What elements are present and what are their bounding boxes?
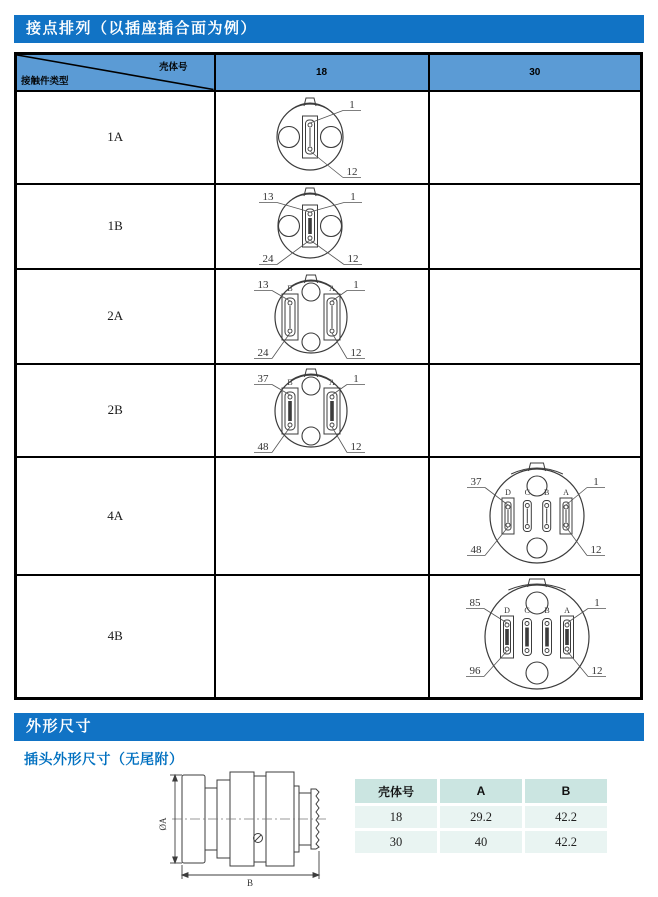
corner-shell-number-label: 壳体号 [158, 62, 188, 73]
svg-text:1: 1 [593, 475, 599, 488]
svg-text:C: C [524, 606, 530, 616]
diagram-cell-1A-18 [215, 91, 429, 184]
corner-contact-type-label: 接触件类型 [21, 75, 69, 87]
svg-text:A: A [562, 487, 569, 497]
plug-outline-drawing [158, 762, 338, 895]
contact-type-4B: 4B [16, 575, 215, 699]
diagram-cell-1A-30 [429, 91, 642, 184]
dim-label-diameter-A: ØA [158, 817, 168, 831]
svg-text:12: 12 [347, 252, 359, 265]
svg-text:A: A [563, 606, 570, 616]
dim-cell: 40 [440, 831, 522, 853]
svg-text:12: 12 [350, 440, 362, 453]
svg-text:B: B [543, 487, 550, 497]
connector-face-4B [430, 576, 640, 696]
svg-text:1: 1 [353, 278, 359, 291]
diagram-cell-2B-18 [215, 364, 429, 457]
svg-text:B: B [544, 606, 550, 616]
dim-cell: 42.2 [525, 831, 607, 853]
dim-header-b: B [525, 779, 607, 803]
dimension-table [352, 776, 610, 856]
connector-face-1A [216, 93, 427, 182]
svg-text:12: 12 [591, 665, 603, 678]
diagram-cell-4A-18 [215, 457, 429, 575]
dim-label-B: B [246, 878, 254, 888]
svg-text:D: D [504, 487, 511, 497]
matrix-corner-cell [16, 54, 215, 91]
svg-text:1: 1 [594, 597, 600, 610]
dim-cell: 18 [355, 806, 437, 828]
svg-text:D: D [503, 606, 510, 616]
diagram-cell-4A-30 [429, 457, 642, 575]
outline-dimensions-banner: 外形尺寸 [14, 713, 644, 741]
contact-arrangement-banner: 接点排列（以插座插合面为例） [14, 15, 644, 43]
contact-arrangement-table [14, 52, 643, 700]
svg-text:12: 12 [590, 543, 602, 556]
contact-type-2B: 2B [16, 364, 215, 457]
svg-text:37: 37 [470, 475, 482, 488]
dim-header-a: A [440, 779, 522, 803]
connector-face-2B [216, 366, 427, 455]
svg-text:48: 48 [470, 543, 482, 556]
svg-text:48: 48 [257, 440, 269, 453]
svg-text:A: A [329, 377, 335, 387]
svg-text:12: 12 [346, 165, 358, 178]
svg-text:13: 13 [262, 190, 274, 203]
svg-text:C: C [524, 487, 530, 497]
contact-type-1B: 1B [16, 184, 215, 269]
svg-text:24: 24 [257, 346, 269, 359]
svg-text:1: 1 [349, 98, 355, 111]
dim-header-shell: 壳体号 [355, 779, 437, 803]
svg-text:B: B [287, 283, 293, 293]
diagram-cell-1B-18 [215, 184, 429, 269]
column-header-30: 30 [429, 54, 642, 91]
connector-face-1B [216, 186, 427, 267]
diagram-cell-4B-18 [215, 575, 429, 699]
diagram-cell-4B-30 [429, 575, 642, 699]
contact-type-1A: 1A [16, 91, 215, 184]
diagram-cell-1B-30 [429, 184, 642, 269]
svg-text:B: B [287, 377, 293, 387]
svg-text:1: 1 [350, 190, 356, 203]
svg-text:A: A [329, 283, 335, 293]
contact-type-2A: 2A [16, 269, 215, 364]
svg-text:12: 12 [350, 346, 362, 359]
svg-text:37: 37 [257, 372, 269, 385]
svg-text:96: 96 [469, 665, 481, 678]
dim-cell: 30 [355, 831, 437, 853]
svg-text:85: 85 [469, 597, 481, 610]
connector-face-2A [216, 271, 427, 362]
diagram-cell-2A-30 [429, 269, 642, 364]
svg-text:24: 24 [262, 252, 274, 265]
contact-type-4A: 4A [16, 457, 215, 575]
diagram-cell-2A-18 [215, 269, 429, 364]
table-row [355, 831, 607, 853]
diagram-cell-2B-30 [429, 364, 642, 457]
connector-face-4A [430, 459, 640, 573]
plug-outline-subtitle: 插头外形尺寸（无尾附） [24, 751, 184, 767]
svg-text:1: 1 [353, 372, 359, 385]
dim-cell: 42.2 [525, 806, 607, 828]
svg-text:13: 13 [257, 278, 269, 291]
dim-cell: 29.2 [440, 806, 522, 828]
table-row [355, 806, 607, 828]
column-header-18: 18 [215, 54, 429, 91]
